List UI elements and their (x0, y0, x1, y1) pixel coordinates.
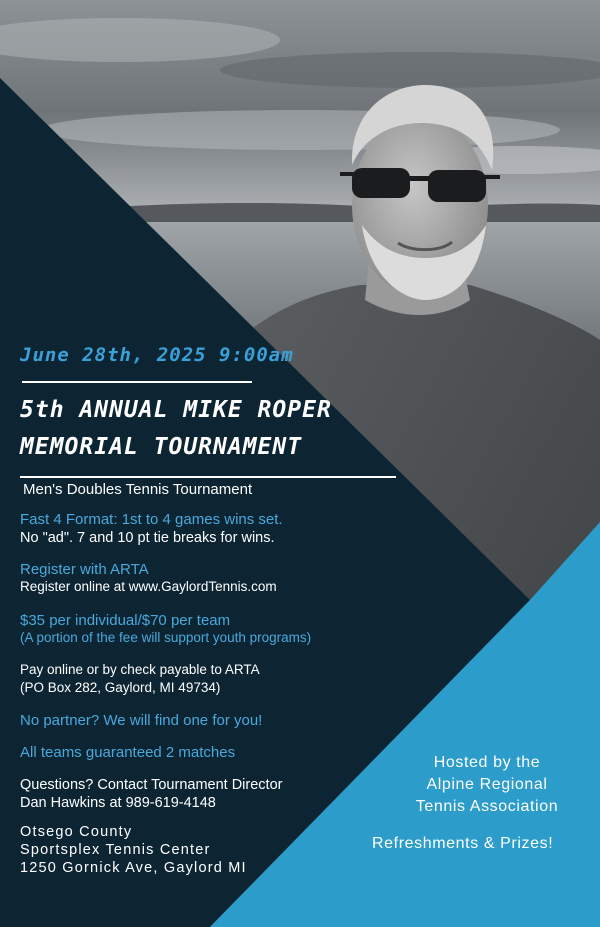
event-date: June 28th, 2025 9:00am (20, 344, 294, 366)
title-line-2: MEMORIAL TOURNAMENT (20, 434, 303, 460)
venue-line-2: Sportsplex Tennis Center (20, 842, 211, 858)
venue-line-3: 1250 Gornick Ave, Gaylord MI (20, 860, 247, 876)
format-heading: Fast 4 Format: 1st to 4 games wins set. (20, 511, 283, 528)
date-underline (22, 381, 252, 383)
fee-heading: $35 per individual/$70 per team (20, 612, 231, 629)
venue-line-1: Otsego County (20, 824, 133, 840)
register-heading: Register with ARTA (20, 561, 149, 578)
pay-line-2: (PO Box 282, Gaylord, MI 49734) (20, 680, 221, 695)
refreshments-text: Refreshments & Prizes! (372, 835, 554, 852)
title-underline (20, 476, 396, 478)
register-text: Register online at www.GaylordTennis.com (20, 579, 277, 594)
pay-line-1: Pay online or by check payable to ARTA (20, 662, 260, 677)
format-text: No "ad". 7 and 10 pt tie breaks for wins. (20, 530, 275, 546)
questions-line-2: Dan Hawkins at 989-619-4148 (20, 795, 216, 811)
event-subtitle: Men's Doubles Tennis Tournament (23, 481, 253, 498)
title-line-1: 5th ANNUAL MIKE ROPER (20, 397, 332, 423)
host-line-1: Hosted by the (433, 754, 541, 771)
host-line-2: Alpine Regional (426, 776, 548, 793)
questions-line-1: Questions? Contact Tournament Director (20, 777, 283, 793)
fee-note: (A portion of the fee will support youth programs) (20, 630, 312, 645)
host-line-3: Tennis Association (415, 798, 559, 815)
partner-text: No partner? We will find one for you! (20, 712, 263, 729)
matches-text: All teams guaranteed 2 matches (20, 744, 236, 761)
host-block (390, 752, 584, 818)
